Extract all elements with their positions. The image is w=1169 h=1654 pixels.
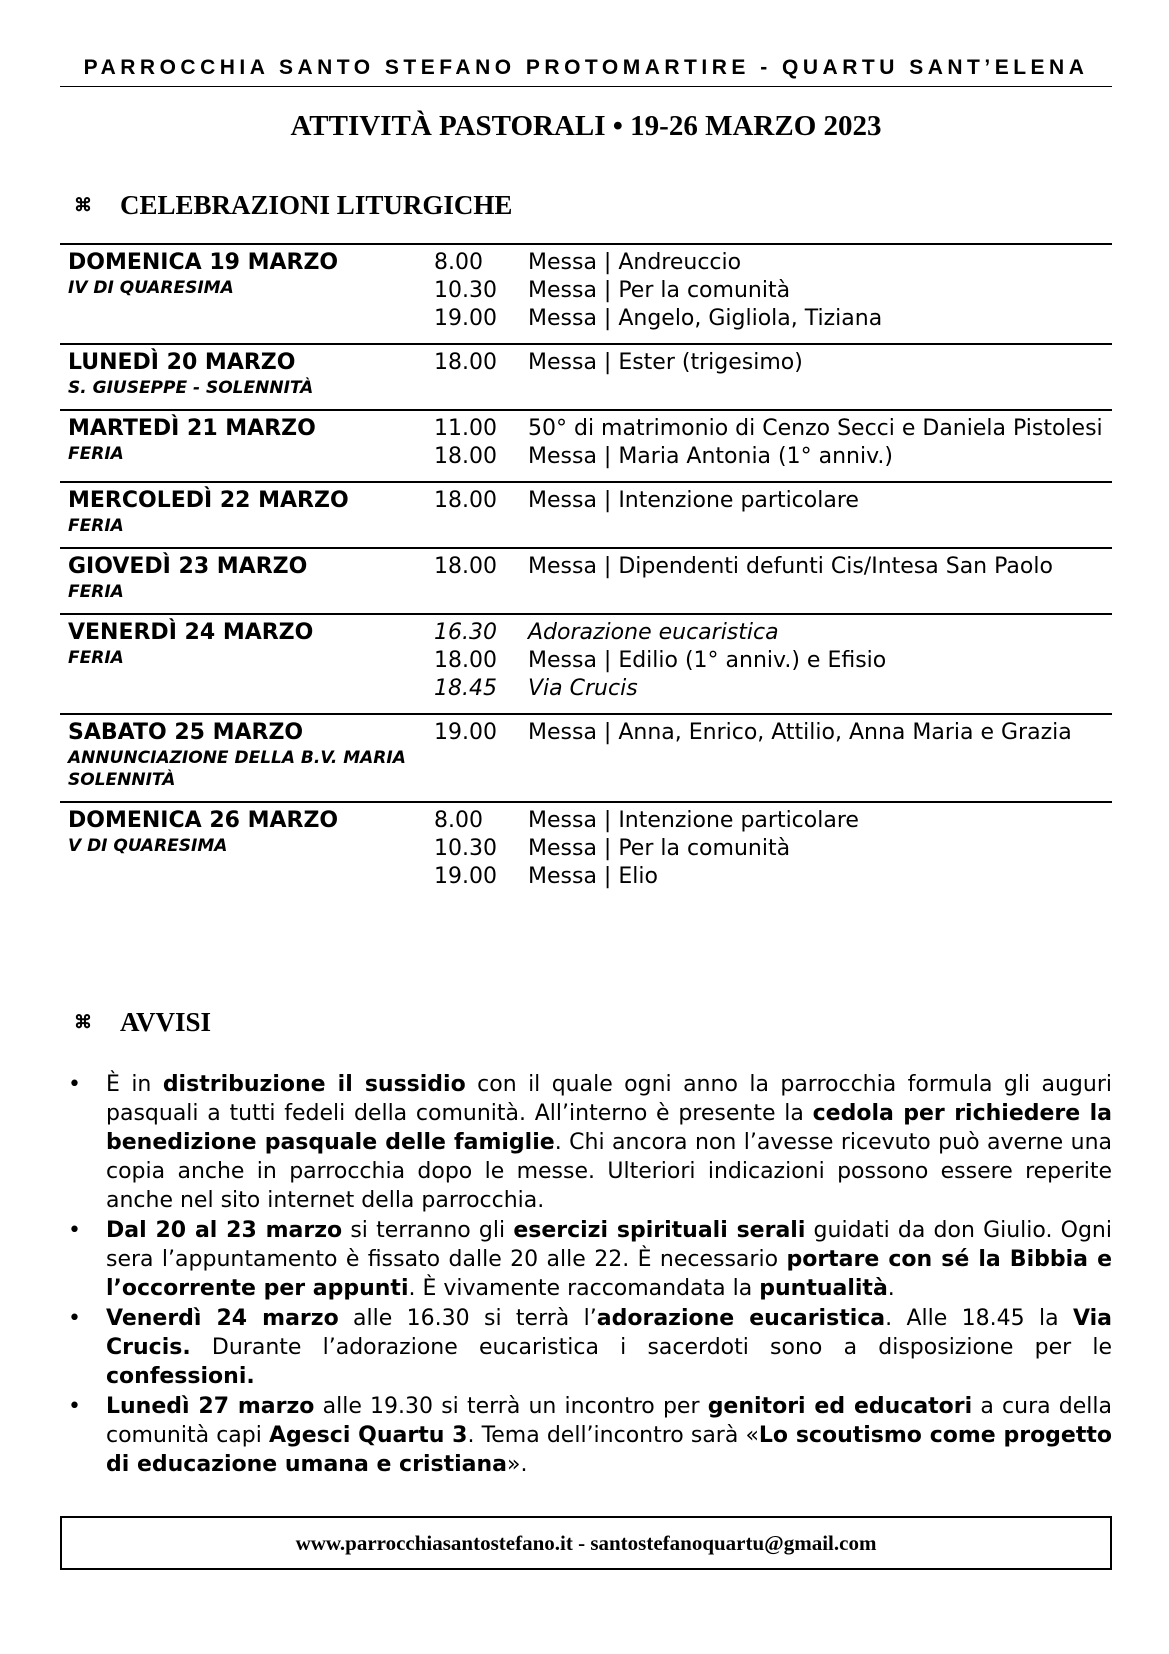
day-cell xyxy=(60,614,434,714)
events-cell xyxy=(434,344,1112,410)
event-time: 8.00 xyxy=(434,808,483,833)
section-celebrations xyxy=(72,190,512,221)
day-name: SABATO 25 MARZO xyxy=(68,720,304,745)
event-time: 19.00 xyxy=(434,864,497,889)
event-description: Via Crucis xyxy=(528,676,638,701)
events-cell xyxy=(434,714,1112,802)
celebrations-table xyxy=(60,243,1112,901)
event-time: 18.00 xyxy=(434,488,497,513)
day-cell xyxy=(60,714,434,802)
header-divider xyxy=(60,86,1112,87)
section-notices-title: AVVISI xyxy=(120,1007,212,1037)
event-time: 11.00 xyxy=(434,416,497,441)
footer-contacts xyxy=(60,1516,1112,1570)
events-cell xyxy=(434,244,1112,344)
event-item xyxy=(434,415,1112,443)
notices-list xyxy=(68,1070,1112,1480)
notice-emphasis: esercizi spirituali serali xyxy=(513,1218,806,1243)
footer-text: www.parrocchiasantostefano.it - santostefanoquartu@gmail.com xyxy=(295,1531,877,1555)
page-title: ATTIVITÀ PASTORALI • 19-26 MARZO 2023 xyxy=(290,110,882,142)
schedule-row xyxy=(60,614,1112,714)
event-item xyxy=(434,863,1112,891)
event-item xyxy=(434,835,1112,863)
liturgical-note: S. GIUSEPPE - SOLENNITÀ xyxy=(68,378,314,398)
event-description: Messa | Elio xyxy=(528,864,658,889)
notice-text: con il quale ogni anno la parrocchia formula gli auguri pasquali a tutti fedeli della comunità. All’interno è presente la xyxy=(106,1072,1112,1126)
schedule-row xyxy=(60,410,1112,482)
event-item xyxy=(434,349,1112,377)
event-item xyxy=(434,675,1112,703)
event-description: Messa | Andreuccio xyxy=(528,250,742,275)
notice-emphasis: Dal 20 al 23 marzo xyxy=(106,1218,343,1243)
notice-emphasis: Venerdì 24 marzo xyxy=(106,1306,339,1331)
notice-text: Durante l’adorazione eucaristica i sacerdoti sono a disposizione per le xyxy=(190,1335,1112,1360)
event-description: Messa | Angelo, Gigliola, Tiziana xyxy=(528,306,883,331)
liturgical-note: FERIA xyxy=(68,444,124,464)
event-time: 16.30 xyxy=(434,620,497,645)
notice-text: . xyxy=(887,1276,895,1301)
notice-text: si terranno gli xyxy=(342,1218,514,1243)
day-name: MARTEDÌ 21 MARZO xyxy=(68,416,316,441)
notice-emphasis: adorazione eucaristica xyxy=(596,1306,886,1331)
notice-text: alle 19.30 si terrà un incontro per xyxy=(314,1394,708,1419)
event-description: Adorazione eucaristica xyxy=(528,620,779,645)
events-cell xyxy=(434,614,1112,714)
event-item xyxy=(434,619,1112,647)
notice-text: alle 16.30 si terrà l’ xyxy=(338,1306,597,1331)
schedule-row xyxy=(60,802,1112,901)
day-name: DOMENICA 26 MARZO xyxy=(68,808,339,833)
day-name: MERCOLEDÌ 22 MARZO xyxy=(68,488,349,513)
day-name: GIOVEDÌ 23 MARZO xyxy=(68,554,308,579)
event-item xyxy=(434,487,1112,515)
notice-emphasis: distribuzione il sussidio xyxy=(162,1072,466,1097)
notice-emphasis: puntualità xyxy=(759,1276,888,1301)
schedule-row xyxy=(60,548,1112,614)
notice-item xyxy=(68,1070,1112,1215)
schedule-row xyxy=(60,482,1112,548)
event-description: Messa | Intenzione particolare xyxy=(528,488,859,513)
event-description: Messa | Dipendenti defunti Cis/Intesa San Paolo xyxy=(528,554,1053,579)
bullet-dot-icon: • xyxy=(68,1306,81,1331)
ornament-bullet-icon: ⌘ xyxy=(74,195,92,215)
schedule-row xyxy=(60,714,1112,802)
event-description: Messa | Edilio (1° anniv.) e Efisio xyxy=(528,648,887,673)
notice-text: a cura della comunità capi xyxy=(106,1394,1113,1448)
event-time: 8.00 xyxy=(434,250,483,275)
notice-text: È in xyxy=(106,1072,163,1097)
schedule-row xyxy=(60,344,1112,410)
event-time: 18.00 xyxy=(434,350,497,375)
day-cell xyxy=(60,802,434,901)
liturgical-note: FERIA xyxy=(68,648,124,668)
notice-text: . Alle 18.45 la xyxy=(885,1306,1073,1331)
ornament-bullet-icon: ⌘ xyxy=(74,1012,92,1032)
notice-item xyxy=(68,1304,1112,1391)
events-cell xyxy=(434,482,1112,548)
event-item xyxy=(434,249,1112,277)
event-time: 10.30 xyxy=(434,836,497,861)
notice-emphasis: portare con sé la Bibbia e l’occorrente per appunti xyxy=(106,1247,1112,1301)
events-cell xyxy=(434,410,1112,482)
day-cell xyxy=(60,410,434,482)
section-notices xyxy=(72,1007,211,1038)
event-description: Messa | Per la comunità xyxy=(528,278,791,303)
notice-emphasis: Lo scoutismo come progetto di educazione umana e cristiana xyxy=(106,1423,1113,1477)
event-item xyxy=(434,807,1112,835)
day-name: LUNEDÌ 20 MARZO xyxy=(68,350,296,375)
parish-header: PARROCCHIA SANTO STEFANO PROTOMARTIRE - QUARTU SANT’ELENA xyxy=(83,56,1089,79)
event-description: Messa | Per la comunità xyxy=(528,836,791,861)
notice-emphasis: Lunedì 27 marzo xyxy=(106,1394,315,1419)
day-name: DOMENICA 19 MARZO xyxy=(68,250,339,275)
liturgical-note: FERIA xyxy=(68,582,124,602)
event-time: 19.00 xyxy=(434,306,497,331)
event-item xyxy=(434,443,1112,471)
liturgical-note: IV DI QUARESIMA xyxy=(68,278,234,298)
event-time: 19.00 xyxy=(434,720,497,745)
section-celebrations-title: CELEBRAZIONI LITURGICHE xyxy=(120,190,513,220)
notice-text: . Chi ancora non l’avesse ricevuto può averne una copia anche in parrocchia dopo le messe. Ulteriori indicazioni possono essere reperite anche nel sito internet della parrocchia. xyxy=(106,1130,1112,1213)
event-item xyxy=(434,719,1112,747)
notice-text: . Tema dell’incontro sarà « xyxy=(467,1423,759,1448)
events-cell xyxy=(434,802,1112,901)
event-item xyxy=(434,553,1112,581)
notice-text: guidati da don Giulio. Ogni sera l’appuntamento è fissato dalle 20 alle 22. È necessario xyxy=(106,1218,1112,1272)
event-time: 18.45 xyxy=(434,676,497,701)
notice-emphasis: genitori ed educatori xyxy=(707,1394,973,1419)
notice-emphasis: cedola per richiedere la benedizione pasquale delle famiglie xyxy=(106,1101,1112,1155)
event-time: 18.00 xyxy=(434,648,497,673)
event-item xyxy=(434,647,1112,675)
event-item xyxy=(434,277,1112,305)
notice-emphasis: Via Crucis. xyxy=(106,1306,1113,1360)
liturgical-note: FERIA xyxy=(68,516,124,536)
notice-text: . È vivamente raccomandata la xyxy=(408,1276,760,1301)
notice-emphasis: confessioni. xyxy=(106,1364,255,1389)
notice-text: ». xyxy=(506,1452,528,1477)
day-cell xyxy=(60,548,434,614)
notice-emphasis: Agesci Quartu 3 xyxy=(268,1423,468,1448)
liturgical-note: SOLENNITÀ xyxy=(68,770,176,790)
liturgical-note: ANNUNCIAZIONE DELLA B.V. MARIA xyxy=(68,748,406,768)
event-description: Messa | Maria Antonia (1° anniv.) xyxy=(528,444,893,469)
event-time: 18.00 xyxy=(434,554,497,579)
event-description: Messa | Intenzione particolare xyxy=(528,808,859,833)
event-description: 50° di matrimonio di Cenzo Secci e Daniela Pistolesi xyxy=(528,416,1103,441)
notice-item xyxy=(68,1216,1112,1303)
event-item xyxy=(434,305,1112,333)
day-cell xyxy=(60,482,434,548)
schedule-row xyxy=(60,244,1112,344)
event-description: Messa | Anna, Enrico, Attilio, Anna Maria e Grazia xyxy=(528,720,1072,745)
notice-item xyxy=(68,1392,1112,1479)
bullet-dot-icon: • xyxy=(68,1218,81,1243)
liturgical-note: V DI QUARESIMA xyxy=(68,836,228,856)
day-name: VENERDÌ 24 MARZO xyxy=(68,620,314,645)
event-time: 18.00 xyxy=(434,444,497,469)
events-cell xyxy=(434,548,1112,614)
event-time: 10.30 xyxy=(434,278,497,303)
event-description: Messa | Ester (trigesimo) xyxy=(528,350,803,375)
bullet-dot-icon: • xyxy=(68,1072,81,1097)
day-cell xyxy=(60,344,434,410)
bullet-dot-icon: • xyxy=(68,1394,81,1419)
day-cell xyxy=(60,244,434,344)
